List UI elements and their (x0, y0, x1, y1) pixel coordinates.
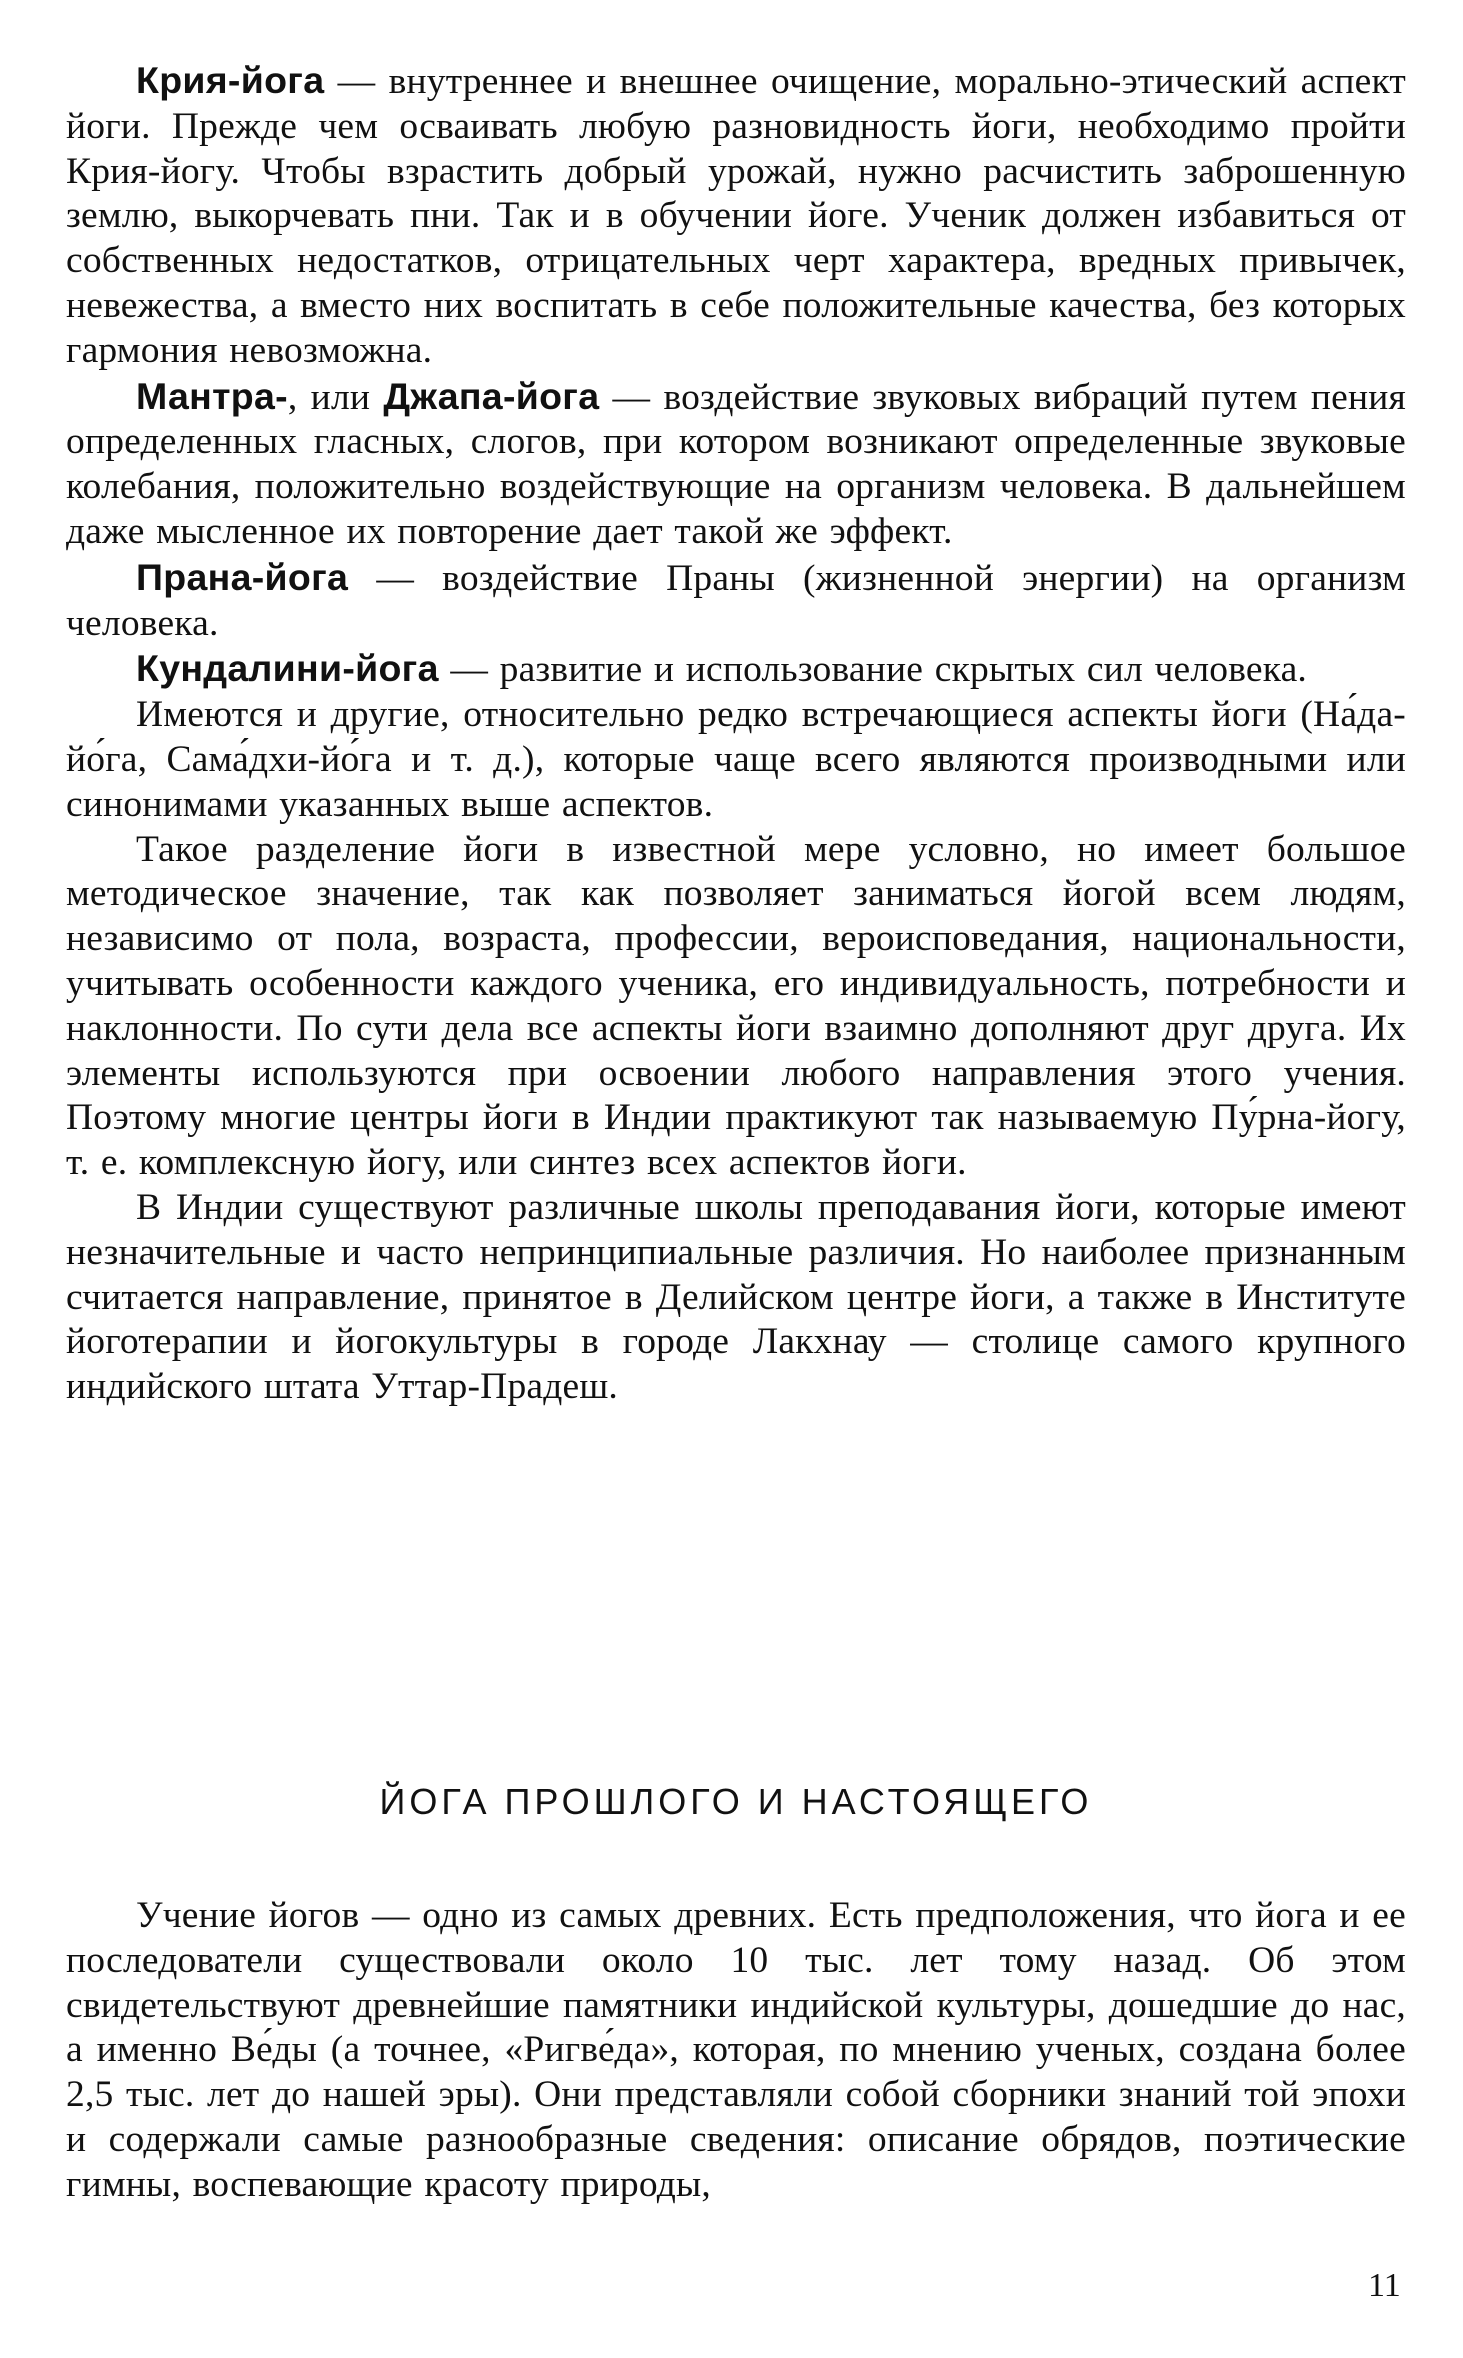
term-kundalini-yoga: Кундалини-йога (136, 647, 439, 690)
term-kriya-yoga: Крия-йога (136, 59, 325, 101)
paragraph-history: Учение йогов — одно из самых древних. Есть предположения, что йога и ее последователи существовали около 10 тыс. лет тому назад. Об этом свидетельствуют древнейшие памятники индийской культуры, дошедшие до нас, а именно Ве́ды (а точнее, «Ригве́да», которая, по мнению ученых, создана более 2,5 тыс. лет до нашей эры). Они представляли собой сборники знаний той эпохи и содержали самые разнообразные сведения: описание обрядов, поэтические гимны, воспевающие красоту природы, (66, 1895, 1406, 2205)
term-prana-yoga: Прана-йога (136, 555, 349, 598)
paragraph-text: — воздействие Праны (жизненной энергии) на организм человека. (66, 557, 1406, 644)
page-number: 11 (1368, 2267, 1401, 2304)
paragraph-other-aspects (66, 693, 1406, 827)
paragraph-schools (66, 1186, 1406, 1410)
page-content (66, 58, 1406, 2205)
paragraph-text: — воздействие звуковых вибраций путем пения определенных гласных, слогов, при котором возникают определенные звуковые колебания, положительно воздействующие на организм человека. В дальнейшем даже мысленное их повторение дает такой же эффект. (66, 376, 1406, 552)
term-japa-yoga: Джапа-йога (383, 374, 600, 417)
paragraph-connector: , или (287, 376, 384, 418)
paragraph-text: Такое разделение йоги в известной мере условно, но имеет большое методическое значение, так как позволяет заниматься йогой всем людям, независимо от пола, возраста, профессии, вероисповедания, национальности, учитывать особенности каждого ученика, его индивидуальность, потребности и наклонности. По сути дела все аспекты йоги взаимно дополняют друг друга. Их элементы используются при освоении любого направления этого учения. Поэтому многие центры йоги в Индии практикуют так называемую Пу́рна-йогу, т. е. комплексную йогу, или синтез всех аспектов йоги. (66, 828, 1406, 1184)
paragraph-text: — внутреннее и внешнее очищение, морально-этический аспект йоги. Прежде чем осваивать любую разновидность йоги, необходимо пройти Крия-йогу. Чтобы взрастить добрый урожай, нужно расчистить заброшенную землю, выкорчевать пни. Так и в обучении йоге. Ученик должен избавиться от собственных недостатков, отрицательных черт характера, вредных привычек, невежества, а вместо них воспитать в себе положительные качества, без которых гармония невозможна. (66, 61, 1406, 371)
paragraph-text: Имеются и другие, относительно редко встречающиеся аспекты йоги (На́да-йо́га, Сама́дхи-йо́га и т. д.), которые чаще всего являются производными или синонимами указанных выше аспектов. (66, 694, 1406, 825)
paragraph-mantra-yoga (66, 374, 1406, 555)
paragraph-kriya-yoga (66, 58, 1406, 374)
section-heading: ЙОГА ПРОШЛОГО И НАСТОЯЩЕГО (379, 1781, 1093, 1822)
paragraph-division (66, 828, 1406, 1186)
term-mantra: Мантра- (136, 374, 288, 417)
paragraph-kundalini-yoga (66, 646, 1406, 693)
paragraph-text: В Индии существуют различные школы преподавания йоги, которые имеют незначительные и часто непринципиальные различия. Но наиболее признанным считается направление, принятое в Делийском центре йоги, а также в Институте йоготерапии и йогокультуры в городе Лакхнау — столице самого крупного индийского штата Уттар-Прадеш. (66, 1186, 1406, 1408)
paragraph-text: — развитие и использование скрытых сил человека. (438, 649, 1308, 691)
section-body (66, 1894, 1406, 2208)
paragraph-prana-yoga (66, 555, 1406, 647)
